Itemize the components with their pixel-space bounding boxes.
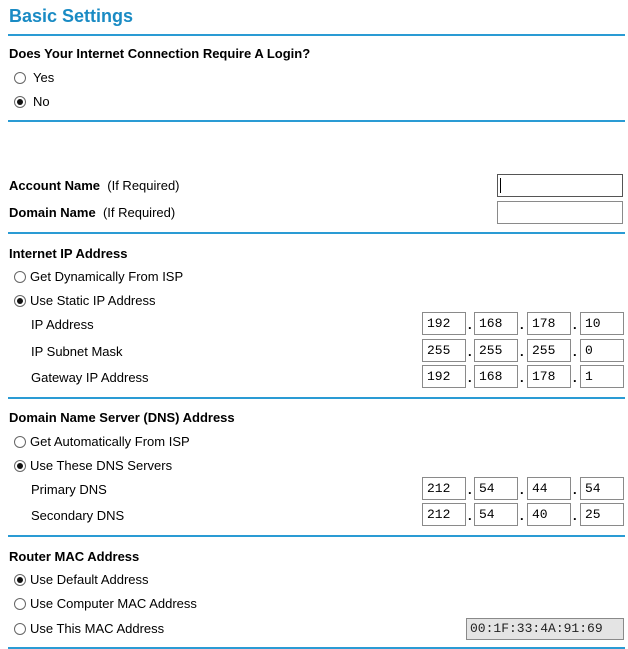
- mac-address-input[interactable]: 00:1F:33:4A:91:69: [466, 618, 624, 640]
- internet-ip-heading: Internet IP Address: [9, 246, 128, 261]
- dns-manual-label: Use These DNS Servers: [30, 458, 173, 473]
- mac-default-option[interactable]: [14, 572, 149, 588]
- mac-custom-label: Use This MAC Address: [30, 621, 165, 636]
- primary-dns-octet-2[interactable]: 54: [474, 477, 518, 500]
- octet-separator: .: [520, 344, 524, 359]
- text-caret: [500, 178, 501, 193]
- domain-name-qualifier: (If Required): [102, 205, 176, 220]
- subnet-octet-1[interactable]: 255: [422, 339, 466, 362]
- login-yes-radio[interactable]: [14, 72, 26, 84]
- subnet-octet-3[interactable]: 255: [527, 339, 571, 362]
- octet-separator: .: [468, 317, 472, 332]
- mac-default-label: Use Default Address: [30, 572, 149, 587]
- domain-name-input[interactable]: [497, 201, 623, 224]
- ip-octet-3[interactable]: 178: [527, 312, 571, 335]
- gateway-octet-2[interactable]: 168: [474, 365, 518, 388]
- divider: [8, 232, 625, 234]
- mac-default-radio[interactable]: [14, 574, 26, 586]
- login-no-radio[interactable]: [14, 96, 26, 108]
- ip-static-label: Use Static IP Address: [30, 293, 156, 308]
- octet-separator: .: [468, 482, 472, 497]
- dns-auto-label: Get Automatically From ISP: [30, 434, 190, 449]
- gateway-octet-1[interactable]: 192: [422, 365, 466, 388]
- divider: [8, 535, 625, 537]
- mac-custom-radio[interactable]: [14, 623, 26, 635]
- octet-separator: .: [520, 317, 524, 332]
- account-name-input[interactable]: [497, 174, 623, 197]
- divider: [8, 397, 625, 399]
- mac-computer-label: Use Computer MAC Address: [30, 596, 197, 611]
- domain-name-label: Domain Name: [9, 205, 96, 220]
- octet-separator: .: [468, 344, 472, 359]
- mac-heading: Router MAC Address: [9, 549, 140, 564]
- primary-dns-octet-3[interactable]: 44: [527, 477, 571, 500]
- octet-separator: .: [573, 482, 577, 497]
- secondary-dns-octet-2[interactable]: 54: [474, 503, 518, 526]
- gateway-octet-4[interactable]: 1: [580, 365, 624, 388]
- dns-manual-option[interactable]: [14, 458, 172, 474]
- ip-octet-2[interactable]: 168: [474, 312, 518, 335]
- divider: [8, 34, 625, 36]
- login-question: Does Your Internet Connection Require A Login?: [9, 46, 311, 61]
- primary-dns-label: Primary DNS: [31, 482, 107, 497]
- mac-computer-radio[interactable]: [14, 598, 26, 610]
- ip-octet-4[interactable]: 10: [580, 312, 624, 335]
- octet-separator: .: [520, 482, 524, 497]
- subnet-octet-4[interactable]: 0: [580, 339, 624, 362]
- secondary-dns-octet-3[interactable]: 40: [527, 503, 571, 526]
- octet-separator: .: [573, 508, 577, 523]
- octet-separator: .: [468, 370, 472, 385]
- ip-static-option[interactable]: [14, 293, 156, 309]
- ip-dynamic-label: Get Dynamically From ISP: [30, 269, 184, 284]
- subnet-octet-2[interactable]: 255: [474, 339, 518, 362]
- subnet-mask-label: IP Subnet Mask: [31, 344, 123, 359]
- login-no-option[interactable]: [14, 94, 50, 110]
- primary-dns-octet-1[interactable]: 212: [422, 477, 466, 500]
- gateway-ip-label: Gateway IP Address: [31, 370, 149, 385]
- login-yes-label: Yes: [33, 70, 55, 85]
- octet-separator: .: [520, 370, 524, 385]
- page-title: Basic Settings: [9, 6, 134, 26]
- octet-separator: .: [573, 344, 577, 359]
- ip-address-label: IP Address: [31, 317, 94, 332]
- dns-auto-option[interactable]: [14, 434, 190, 450]
- octet-separator: .: [573, 370, 577, 385]
- account-name-row: [9, 178, 180, 194]
- dns-auto-radio[interactable]: [14, 436, 26, 448]
- octet-separator: .: [468, 508, 472, 523]
- ip-dynamic-option[interactable]: [14, 269, 183, 285]
- octet-separator: .: [520, 508, 524, 523]
- mac-custom-option[interactable]: [14, 621, 164, 637]
- mac-computer-option[interactable]: [14, 596, 197, 612]
- gateway-octet-3[interactable]: 178: [527, 365, 571, 388]
- login-yes-option[interactable]: [14, 70, 54, 86]
- account-name-qualifier: (If Required): [107, 178, 180, 193]
- ip-static-radio[interactable]: [14, 295, 26, 307]
- secondary-dns-octet-1[interactable]: 212: [422, 503, 466, 526]
- domain-name-row: [9, 205, 175, 221]
- account-name-label: Account Name: [9, 178, 101, 193]
- ip-octet-1[interactable]: 192: [422, 312, 466, 335]
- dns-manual-radio[interactable]: [14, 460, 26, 472]
- ip-dynamic-radio[interactable]: [14, 271, 26, 283]
- primary-dns-octet-4[interactable]: 54: [580, 477, 624, 500]
- divider: [8, 120, 625, 122]
- secondary-dns-octet-4[interactable]: 25: [580, 503, 624, 526]
- dns-heading: Domain Name Server (DNS) Address: [9, 410, 235, 425]
- octet-separator: .: [573, 317, 577, 332]
- secondary-dns-label: Secondary DNS: [31, 508, 125, 523]
- login-no-label: No: [33, 94, 50, 109]
